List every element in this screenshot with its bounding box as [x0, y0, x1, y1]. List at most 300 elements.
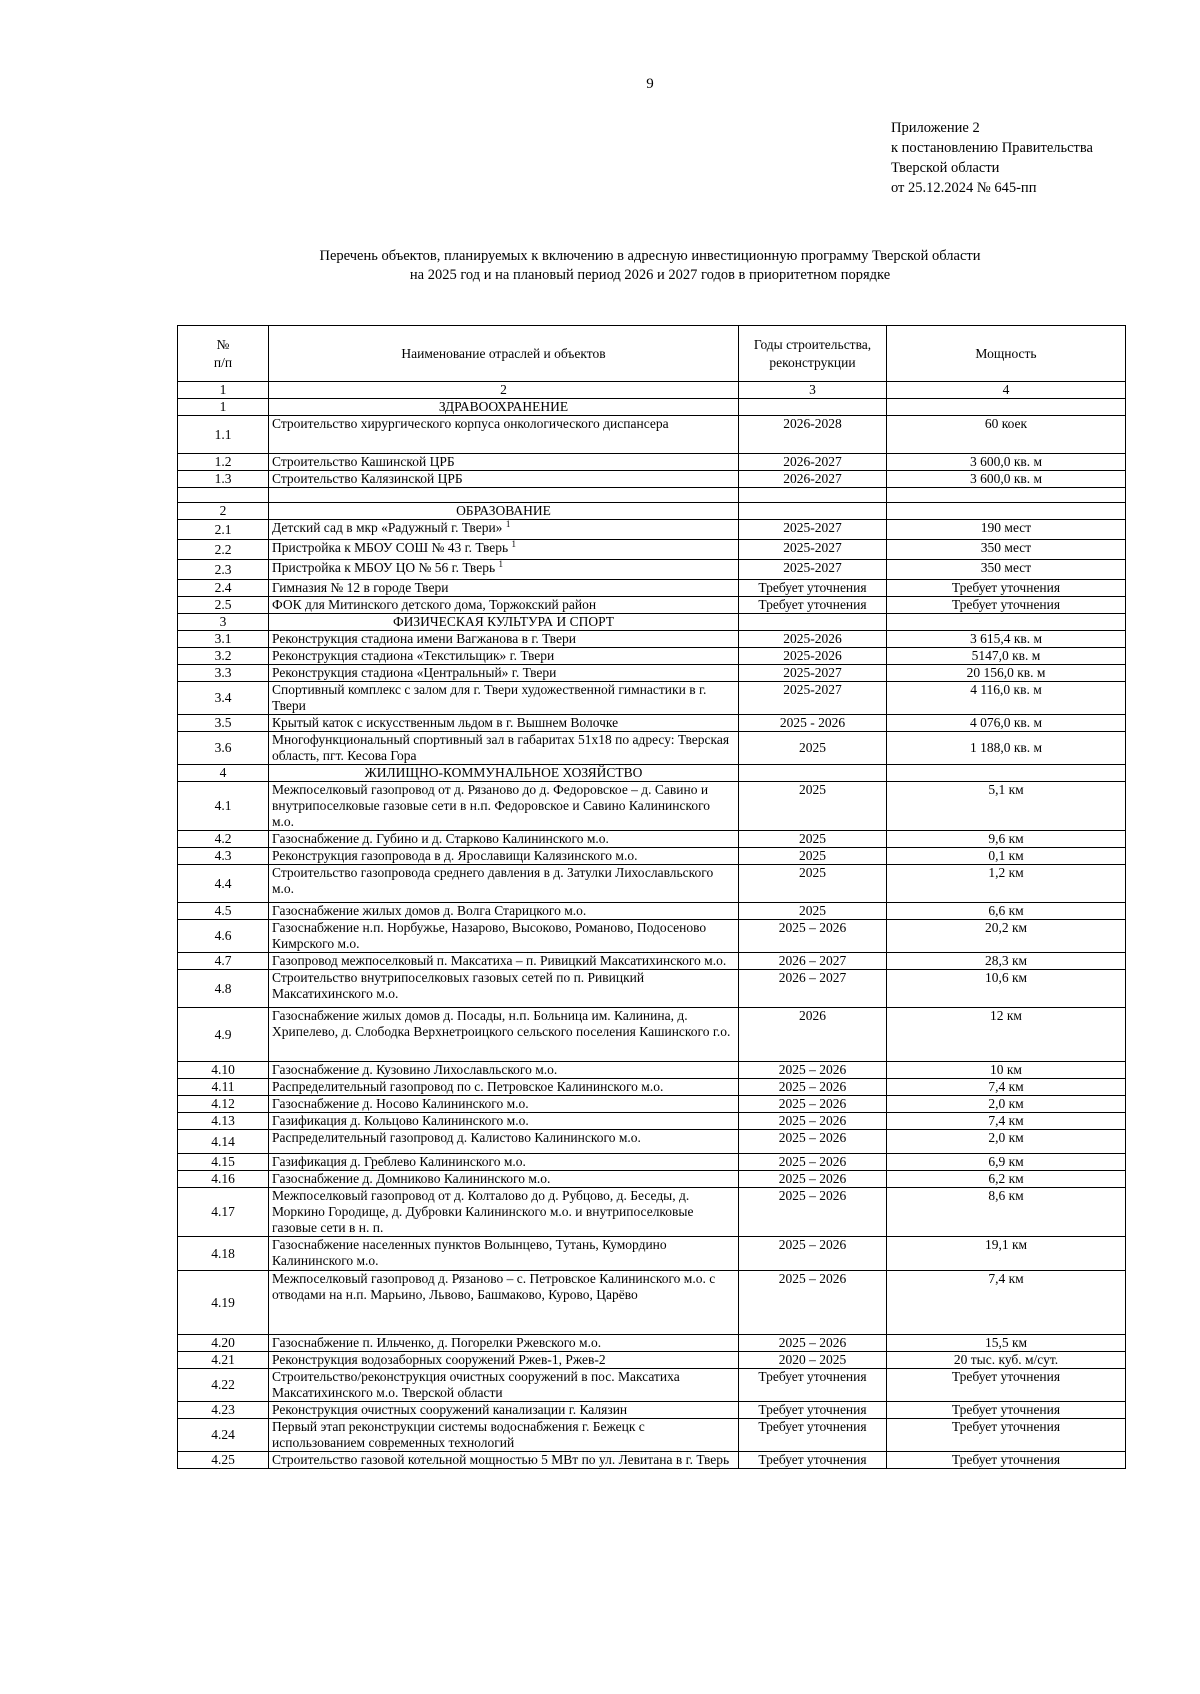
header-years-line-2: реконструкции	[769, 354, 856, 370]
construction-years	[739, 1335, 887, 1352]
object-name	[269, 1113, 739, 1130]
capacity-text: 350 мест	[980, 540, 1032, 555]
appendix-reference	[891, 118, 1093, 198]
construction-years-text: 2025-2027	[783, 682, 842, 697]
capacity	[887, 920, 1126, 953]
objects-table	[177, 325, 1126, 1469]
row-number	[178, 970, 269, 1008]
construction-years-text: Требует уточнения	[758, 1419, 867, 1434]
row-number	[178, 903, 269, 920]
section-title-text: ФИЗИЧЕСКАЯ КУЛЬТУРА И СПОРТ	[392, 614, 614, 629]
construction-years	[739, 1113, 887, 1130]
row-number-text: 4.11	[211, 1079, 235, 1094]
construction-years-text: 2026 – 2027	[778, 970, 847, 985]
capacity	[887, 1402, 1126, 1419]
capacity-text: 350 мест	[980, 560, 1032, 575]
row-number-text: 1.1	[214, 426, 232, 442]
capacity-text: 6,2 км	[988, 1171, 1024, 1186]
header-power: Мощность	[887, 326, 1126, 382]
capacity-text: Требует уточнения	[951, 1419, 1061, 1434]
row-number	[178, 1008, 269, 1062]
capacity-text: Требует уточнения	[951, 597, 1061, 612]
row-number-text: 1.3	[214, 471, 232, 486]
object-name	[269, 1369, 739, 1402]
row-number-text: 1.2	[214, 454, 232, 469]
table-row	[178, 715, 1126, 732]
object-name-text: Межпоселковый газопровод от д. Колталово до д. Рубцово, д. Беседы, д. Моркино Городище, д. Дубровки Калининского м.о. и внутрипоселковые газовые сети в н. п.	[272, 1188, 694, 1235]
row-number-text: 2.4	[214, 580, 232, 595]
table-row	[178, 1096, 1126, 1113]
row-number	[178, 848, 269, 865]
capacity-text: 10,6 км	[984, 970, 1028, 985]
capacity	[887, 1271, 1126, 1335]
capacity	[887, 682, 1126, 715]
construction-years-text: 2026-2027	[783, 454, 842, 469]
object-name-text: Спортивный комплекс с залом для г. Твери художественной гимнастики в г. Твери	[272, 682, 707, 713]
row-number-text: 4.7	[214, 953, 232, 968]
column-number-4: 4	[887, 382, 1126, 399]
footnote-marker: 1	[498, 559, 503, 569]
row-number	[178, 765, 269, 782]
construction-years-text: 2025 – 2026	[778, 1062, 847, 1077]
capacity	[887, 953, 1126, 970]
construction-years-text: 2025 – 2026	[778, 1154, 847, 1169]
object-name-text: Газопровод межпоселковый п. Максатиха – п. Ривицкий Максатихинского м.о.	[272, 953, 727, 968]
construction-years	[739, 848, 887, 865]
object-name-text: Газификация д. Кольцово Калининского м.о.	[272, 1113, 529, 1128]
object-name-text: Многофункциональный спортивный зал в габаритах 51х18 по адресу: Тверская область, пгт. Кесова Гора	[272, 732, 730, 763]
row-number-text: 4.18	[211, 1245, 235, 1261]
construction-years	[739, 903, 887, 920]
construction-years-text: 2025	[799, 831, 826, 846]
page-number: 9	[646, 76, 654, 92]
table-row	[178, 1008, 1126, 1062]
capacity	[887, 580, 1126, 597]
table-row	[178, 970, 1126, 1008]
section-row	[178, 399, 1126, 416]
column-number-2: 2	[269, 382, 739, 399]
table-row	[178, 1113, 1126, 1130]
object-name	[269, 540, 739, 560]
capacity	[887, 848, 1126, 865]
header-num	[178, 326, 269, 382]
appendix-line-2: к постановлению Правительства	[891, 140, 1093, 156]
construction-years-text: 2026-2027	[783, 471, 842, 486]
row-number-text: 4.1	[214, 798, 232, 813]
object-name-text: Газоснабжение д. Домниково Калининского м.о.	[272, 1171, 551, 1186]
table-row	[178, 848, 1126, 865]
object-name	[269, 903, 739, 920]
row-number	[178, 560, 269, 580]
table-row	[178, 1271, 1126, 1335]
construction-years-text: 2025	[799, 848, 826, 863]
capacity	[887, 903, 1126, 920]
construction-years	[739, 503, 887, 520]
construction-years-text: 2025 – 2026	[778, 1079, 847, 1094]
table-row	[178, 1452, 1126, 1469]
section-title	[269, 503, 739, 520]
row-number-text: 4.17	[211, 1204, 235, 1219]
table-row	[178, 665, 1126, 682]
capacity	[887, 631, 1126, 648]
capacity-text: 6,9 км	[988, 1154, 1024, 1169]
construction-years-text: 2025-2027	[783, 520, 842, 535]
row-number	[178, 865, 269, 903]
section-title-text: ЗДРАВООХРАНЕНИЕ	[438, 399, 569, 414]
row-number-text: 2.1	[214, 521, 232, 537]
object-name	[269, 1402, 739, 1419]
object-name	[269, 1335, 739, 1352]
row-number	[178, 1237, 269, 1271]
column-number-3: 3	[739, 382, 887, 399]
construction-years-text: 2025-2026	[783, 631, 842, 646]
construction-years-text: 2025	[799, 865, 826, 880]
row-number-text: 4.13	[211, 1113, 235, 1128]
row-number	[178, 648, 269, 665]
capacity	[887, 560, 1126, 580]
construction-years-text: 2025 – 2026	[778, 1113, 847, 1128]
object-name	[269, 1188, 739, 1237]
table-row	[178, 732, 1126, 765]
construction-years	[739, 865, 887, 903]
construction-years	[739, 1419, 887, 1452]
object-name	[269, 648, 739, 665]
section-row	[178, 614, 1126, 631]
construction-years	[739, 1237, 887, 1271]
object-name-text: Первый этап реконструкции системы водоснабжения г. Бежецк с использованием современных технологий	[272, 1419, 645, 1450]
capacity	[887, 865, 1126, 903]
row-number-text: 4	[219, 765, 227, 780]
table-row	[178, 540, 1126, 560]
row-number	[178, 488, 269, 503]
object-name	[269, 488, 739, 503]
capacity	[887, 1154, 1126, 1171]
column-number-1: 1	[178, 382, 269, 399]
object-name-text: Газоснабжение населенных пунктов Волынцево, Тутань, Кумордино Калининского м.о.	[272, 1237, 667, 1268]
table-row	[178, 454, 1126, 471]
title-line-1: Перечень объектов, планируемых к включению в адресную инвестиционную программу Тверской области	[319, 248, 981, 264]
object-name	[269, 848, 739, 865]
row-number	[178, 1402, 269, 1419]
row-number	[178, 416, 269, 454]
object-name-text: Межпоселковый газопровод д. Рязаново – с. Петровское Калининского м.о. с отводами на н.п. Марьино, Львово, Башмаково, Курово, Царёво	[272, 1271, 716, 1302]
capacity-text: Требует уточнения	[951, 1452, 1061, 1467]
row-number	[178, 665, 269, 682]
table-row	[178, 1237, 1126, 1271]
construction-years	[739, 648, 887, 665]
row-number	[178, 471, 269, 488]
construction-years-text: 2025 – 2026	[778, 1188, 847, 1203]
object-name-text: Реконструкция стадиона «Текстильщик» г. Твери	[272, 648, 555, 663]
object-name-text: Газификация д. Греблево Калининского м.о.	[272, 1154, 526, 1169]
object-name-text: Строительство Кашинской ЦРБ	[272, 454, 455, 469]
construction-years	[739, 1130, 887, 1154]
construction-years-text: 2025 – 2026	[778, 1130, 847, 1145]
row-number-text: 3.2	[214, 648, 232, 663]
construction-years-text: 2025-2027	[783, 665, 842, 680]
construction-years-text: 2025	[799, 782, 826, 797]
construction-years-text: 2025-2026	[783, 648, 842, 663]
row-number	[178, 614, 269, 631]
object-name-text: ФОК для Митинского детского дома, Торжокский район	[272, 597, 597, 612]
capacity	[887, 1079, 1126, 1096]
construction-years-text: 2020 – 2025	[778, 1352, 847, 1367]
construction-years-text: Требует уточнения	[758, 580, 867, 595]
capacity	[887, 1130, 1126, 1154]
construction-years	[739, 399, 887, 416]
capacity	[887, 1062, 1126, 1079]
row-number	[178, 1452, 269, 1469]
capacity-text: 6,6 км	[988, 903, 1024, 918]
row-number-text: 4.8	[214, 980, 232, 996]
capacity-text: 10 км	[990, 1062, 1022, 1077]
object-name-text: Пристройка к МБОУ СОШ № 43 г. Тверь	[272, 540, 509, 555]
construction-years	[739, 1154, 887, 1171]
capacity	[887, 614, 1126, 631]
row-number-text: 3	[219, 614, 227, 629]
capacity-text: 3 600,0 кв. м	[969, 471, 1043, 486]
row-number-text: 4.21	[211, 1352, 235, 1367]
construction-years	[739, 631, 887, 648]
construction-years	[739, 454, 887, 471]
capacity	[887, 765, 1126, 782]
object-name-text: Строительство Калязинской ЦРБ	[272, 471, 463, 486]
capacity-text: 60 коек	[984, 416, 1028, 431]
construction-years	[739, 970, 887, 1008]
table-row	[178, 682, 1126, 715]
row-number	[178, 1419, 269, 1452]
row-number	[178, 580, 269, 597]
object-name	[269, 1130, 739, 1154]
object-name-text: Реконструкция водозаборных сооружений Ржев-1, Ржев-2	[272, 1352, 606, 1367]
row-number	[178, 1096, 269, 1113]
construction-years	[739, 1352, 887, 1369]
table-row	[178, 1171, 1126, 1188]
row-number-text: 4.6	[214, 928, 232, 943]
object-name	[269, 471, 739, 488]
capacity-text: Требует уточнения	[951, 1402, 1061, 1417]
capacity	[887, 540, 1126, 560]
object-name	[269, 665, 739, 682]
capacity	[887, 782, 1126, 831]
object-name-text: Строительство газовой котельной мощностью 5 МВт по ул. Левитана в г. Тверь	[272, 1452, 730, 1467]
capacity	[887, 665, 1126, 682]
construction-years-text: 2025 – 2026	[778, 1271, 847, 1286]
capacity	[887, 732, 1126, 765]
table-row	[178, 580, 1126, 597]
row-number	[178, 1271, 269, 1335]
table-row	[178, 1062, 1126, 1079]
row-number-text: 4.20	[211, 1335, 235, 1350]
construction-years	[739, 831, 887, 848]
object-name-text: Газоснабжение д. Губино и д. Старково Калининского м.о.	[272, 831, 609, 846]
construction-years	[739, 488, 887, 503]
document-title	[180, 247, 1120, 285]
row-number-text: 3.6	[214, 740, 232, 755]
table-row	[178, 648, 1126, 665]
capacity	[887, 1352, 1126, 1369]
row-number-text: 4.25	[211, 1452, 235, 1467]
object-name	[269, 560, 739, 580]
table-row	[178, 597, 1126, 614]
row-number-text: 2.3	[214, 561, 232, 577]
construction-years-text: 2025 - 2026	[779, 715, 846, 730]
construction-years	[739, 614, 887, 631]
object-name-text: Межпоселковый газопровод от д. Рязаново до д. Федоровское – д. Савино и внутрипоселковые газовые сети в н.п. Федоровское и Савино Калининского м.о.	[272, 782, 711, 829]
construction-years	[739, 597, 887, 614]
capacity-text: 190 мест	[980, 520, 1032, 535]
capacity	[887, 399, 1126, 416]
row-number	[178, 631, 269, 648]
row-number-text: 4.5	[214, 903, 232, 918]
construction-years-text: 2025 – 2026	[778, 1335, 847, 1350]
construction-years	[739, 1271, 887, 1335]
capacity	[887, 597, 1126, 614]
object-name	[269, 782, 739, 831]
object-name-text: Строительство хирургического корпуса онкологического диспансера	[272, 416, 669, 431]
object-name	[269, 970, 739, 1008]
objects-table-body	[178, 326, 1126, 1469]
table-row	[178, 920, 1126, 953]
row-number	[178, 1079, 269, 1096]
capacity-text: Требует уточнения	[951, 580, 1061, 595]
object-name	[269, 454, 739, 471]
construction-years	[739, 953, 887, 970]
construction-years-text: 2025-2027	[783, 540, 842, 555]
row-number-text: 4.9	[214, 1026, 232, 1042]
construction-years-text: Требует уточнения	[758, 597, 867, 612]
object-name	[269, 1419, 739, 1452]
object-name	[269, 953, 739, 970]
row-number	[178, 682, 269, 715]
capacity	[887, 1237, 1126, 1271]
appendix-line-4: от 25.12.2024 № 645-пп	[891, 180, 1037, 196]
construction-years-text: 2025 – 2026	[778, 920, 847, 935]
object-name-text: Распределительный газопровод д. Калистово Калининского м.о.	[272, 1130, 641, 1145]
section-title	[269, 399, 739, 416]
object-name	[269, 715, 739, 732]
row-number	[178, 1369, 269, 1402]
object-name	[269, 920, 739, 953]
row-number	[178, 399, 269, 416]
object-name	[269, 865, 739, 903]
table-row	[178, 1369, 1126, 1402]
construction-years	[739, 520, 887, 540]
capacity	[887, 454, 1126, 471]
object-name	[269, 520, 739, 540]
capacity	[887, 1335, 1126, 1352]
table-row	[178, 903, 1126, 920]
section-title-text: ЖИЛИЩНО-КОММУНАЛЬНОЕ ХОЗЯЙСТВО	[364, 765, 643, 780]
construction-years	[739, 471, 887, 488]
capacity	[887, 416, 1126, 454]
object-name-text: Строительство/реконструкция очистных сооружений в пос. Максатиха Максатихинского м.о. Тверской области	[272, 1369, 680, 1400]
capacity	[887, 970, 1126, 1008]
section-row	[178, 503, 1126, 520]
construction-years	[739, 1096, 887, 1113]
capacity	[887, 520, 1126, 540]
capacity-text: 1,2 км	[988, 865, 1024, 880]
header-name: Наименование отраслей и объектов	[269, 326, 739, 382]
object-name	[269, 1271, 739, 1335]
object-name-text: Строительство газопровода среднего давления в д. Затулки Лихославльского м.о.	[272, 865, 714, 896]
capacity-text: 15,5 км	[984, 1335, 1028, 1350]
object-name	[269, 580, 739, 597]
row-number-text: 4.2	[214, 831, 232, 846]
header-num-line-2: п/п	[213, 354, 233, 370]
row-number	[178, 1188, 269, 1237]
object-name	[269, 1352, 739, 1369]
row-number-text: 4.22	[211, 1377, 235, 1392]
capacity	[887, 831, 1126, 848]
object-name	[269, 682, 739, 715]
table-row	[178, 831, 1126, 848]
capacity-text: 8,6 км	[988, 1188, 1024, 1203]
row-number-text: 4.3	[214, 848, 232, 863]
row-number	[178, 732, 269, 765]
construction-years	[739, 920, 887, 953]
capacity-text: 2,0 км	[988, 1096, 1024, 1111]
table-row	[178, 1352, 1126, 1369]
object-name-text: Газоснабжение жилых домов д. Волга Старицкого м.о.	[272, 903, 587, 918]
object-name	[269, 1452, 739, 1469]
object-name-text: Реконструкция стадиона «Центральный» г. Твери	[272, 665, 557, 680]
construction-years	[739, 1188, 887, 1237]
table-row	[178, 865, 1126, 903]
object-name	[269, 1154, 739, 1171]
capacity-text: 7,4 км	[988, 1079, 1024, 1094]
capacity	[887, 503, 1126, 520]
header-years	[739, 326, 887, 382]
capacity	[887, 648, 1126, 665]
row-number-text: 4.14	[211, 1133, 235, 1149]
construction-years	[739, 682, 887, 715]
row-number	[178, 503, 269, 520]
row-number-text: 4.15	[211, 1154, 235, 1169]
construction-years	[739, 665, 887, 682]
construction-years	[739, 715, 887, 732]
construction-years	[739, 1062, 887, 1079]
header-years-line-1: Годы строительства,	[753, 336, 872, 352]
construction-years	[739, 1008, 887, 1062]
object-name	[269, 1008, 739, 1062]
object-name-text: Распределительный газопровод по с. Петровское Калининского м.о.	[272, 1079, 664, 1094]
construction-years	[739, 1171, 887, 1188]
construction-years-text: Требует уточнения	[758, 1369, 867, 1384]
table-row	[178, 1188, 1126, 1237]
construction-years-text: Требует уточнения	[758, 1452, 867, 1467]
row-number	[178, 831, 269, 848]
row-number	[178, 1062, 269, 1079]
capacity-text: 1 188,0 кв. м	[969, 740, 1043, 755]
object-name	[269, 416, 739, 454]
table-row	[178, 782, 1126, 831]
construction-years-text: 2025-2027	[783, 560, 842, 575]
section-title-text: ОБРАЗОВАНИЕ	[456, 503, 551, 518]
construction-years-text: Требует уточнения	[758, 1402, 867, 1417]
object-name	[269, 1079, 739, 1096]
object-name-text: Реконструкция газопровода в д. Ярославищи Калязинского м.о.	[272, 848, 638, 863]
construction-years	[739, 732, 887, 765]
table-row	[178, 520, 1126, 540]
object-name-text: Детский сад в мкр «Радужный г. Твери»	[272, 520, 503, 535]
row-number-text: 3.4	[214, 690, 232, 705]
row-number	[178, 1113, 269, 1130]
capacity	[887, 1419, 1126, 1452]
row-number-text: 4.19	[211, 1294, 235, 1310]
construction-years-text: 2025 – 2026	[778, 1237, 847, 1252]
object-name	[269, 597, 739, 614]
